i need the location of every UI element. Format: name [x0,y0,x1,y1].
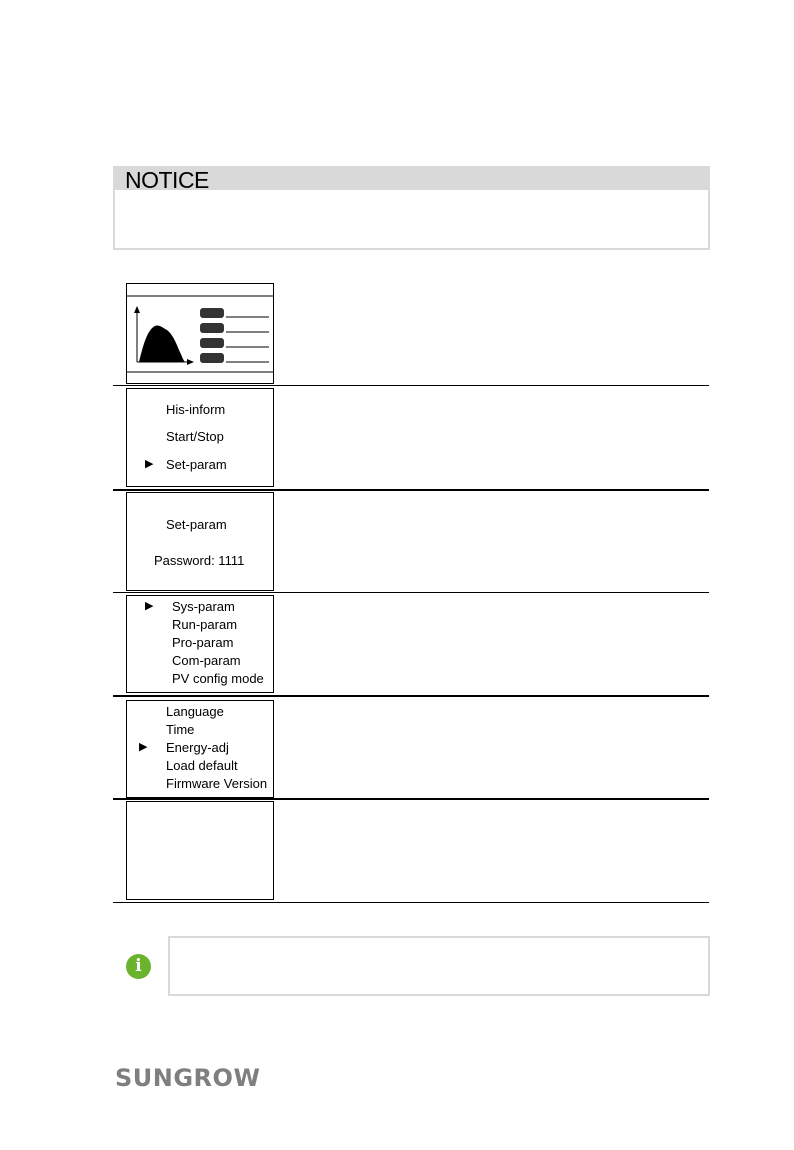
menu-item-com-param[interactable]: Com-param [172,653,241,668]
menu-item-pv-config-mode[interactable]: PV config mode [172,671,264,686]
menu-item-time[interactable]: Time [166,722,195,737]
menu-item-load-default[interactable]: Load default [166,758,238,773]
menu-item-firmware-version[interactable]: Firmware Version [166,776,268,791]
lcd-main-menu [126,388,274,487]
lcd-main-display [126,283,274,384]
menu-item-start-stop[interactable]: Start/Stop [166,429,224,444]
row-divider [113,489,709,491]
notice-title: NOTICE [115,168,708,190]
row-divider [113,902,709,903]
sungrow-logo: SUNGROW [115,1064,261,1092]
menu-item-language[interactable]: Language [166,704,224,719]
row-divider [113,695,709,697]
lcd-sys-menu [126,700,274,798]
menu-item-run-param[interactable]: Run-param [172,617,238,632]
power-curve-graphic [127,284,273,383]
menu-item-set-param[interactable]: Set-param [166,457,227,472]
lcd-blank-screen [126,801,274,900]
lcd-password-screen [126,492,274,591]
menu-item-his-inform[interactable]: His-inform [166,402,226,417]
triangle-right-icon: ▶ [139,741,148,753]
row-divider [113,592,709,593]
row-divider [113,385,709,386]
lcd-param-menu [126,595,274,693]
info-icon: i [126,954,151,979]
triangle-right-icon: ▶ [145,458,154,470]
menu-item-sys-param[interactable]: Sys-param [172,599,235,614]
menu-item-pro-param[interactable]: Pro-param [172,635,234,650]
password-screen-title: Set-param [166,517,227,532]
row-divider [113,798,709,800]
menu-item-energy-adj[interactable]: Energy-adj [166,740,229,755]
note-box [168,936,710,996]
password-field[interactable]: Password: 1111 [154,553,245,568]
triangle-right-icon: ▶ [145,600,154,612]
notice-box [113,166,710,250]
